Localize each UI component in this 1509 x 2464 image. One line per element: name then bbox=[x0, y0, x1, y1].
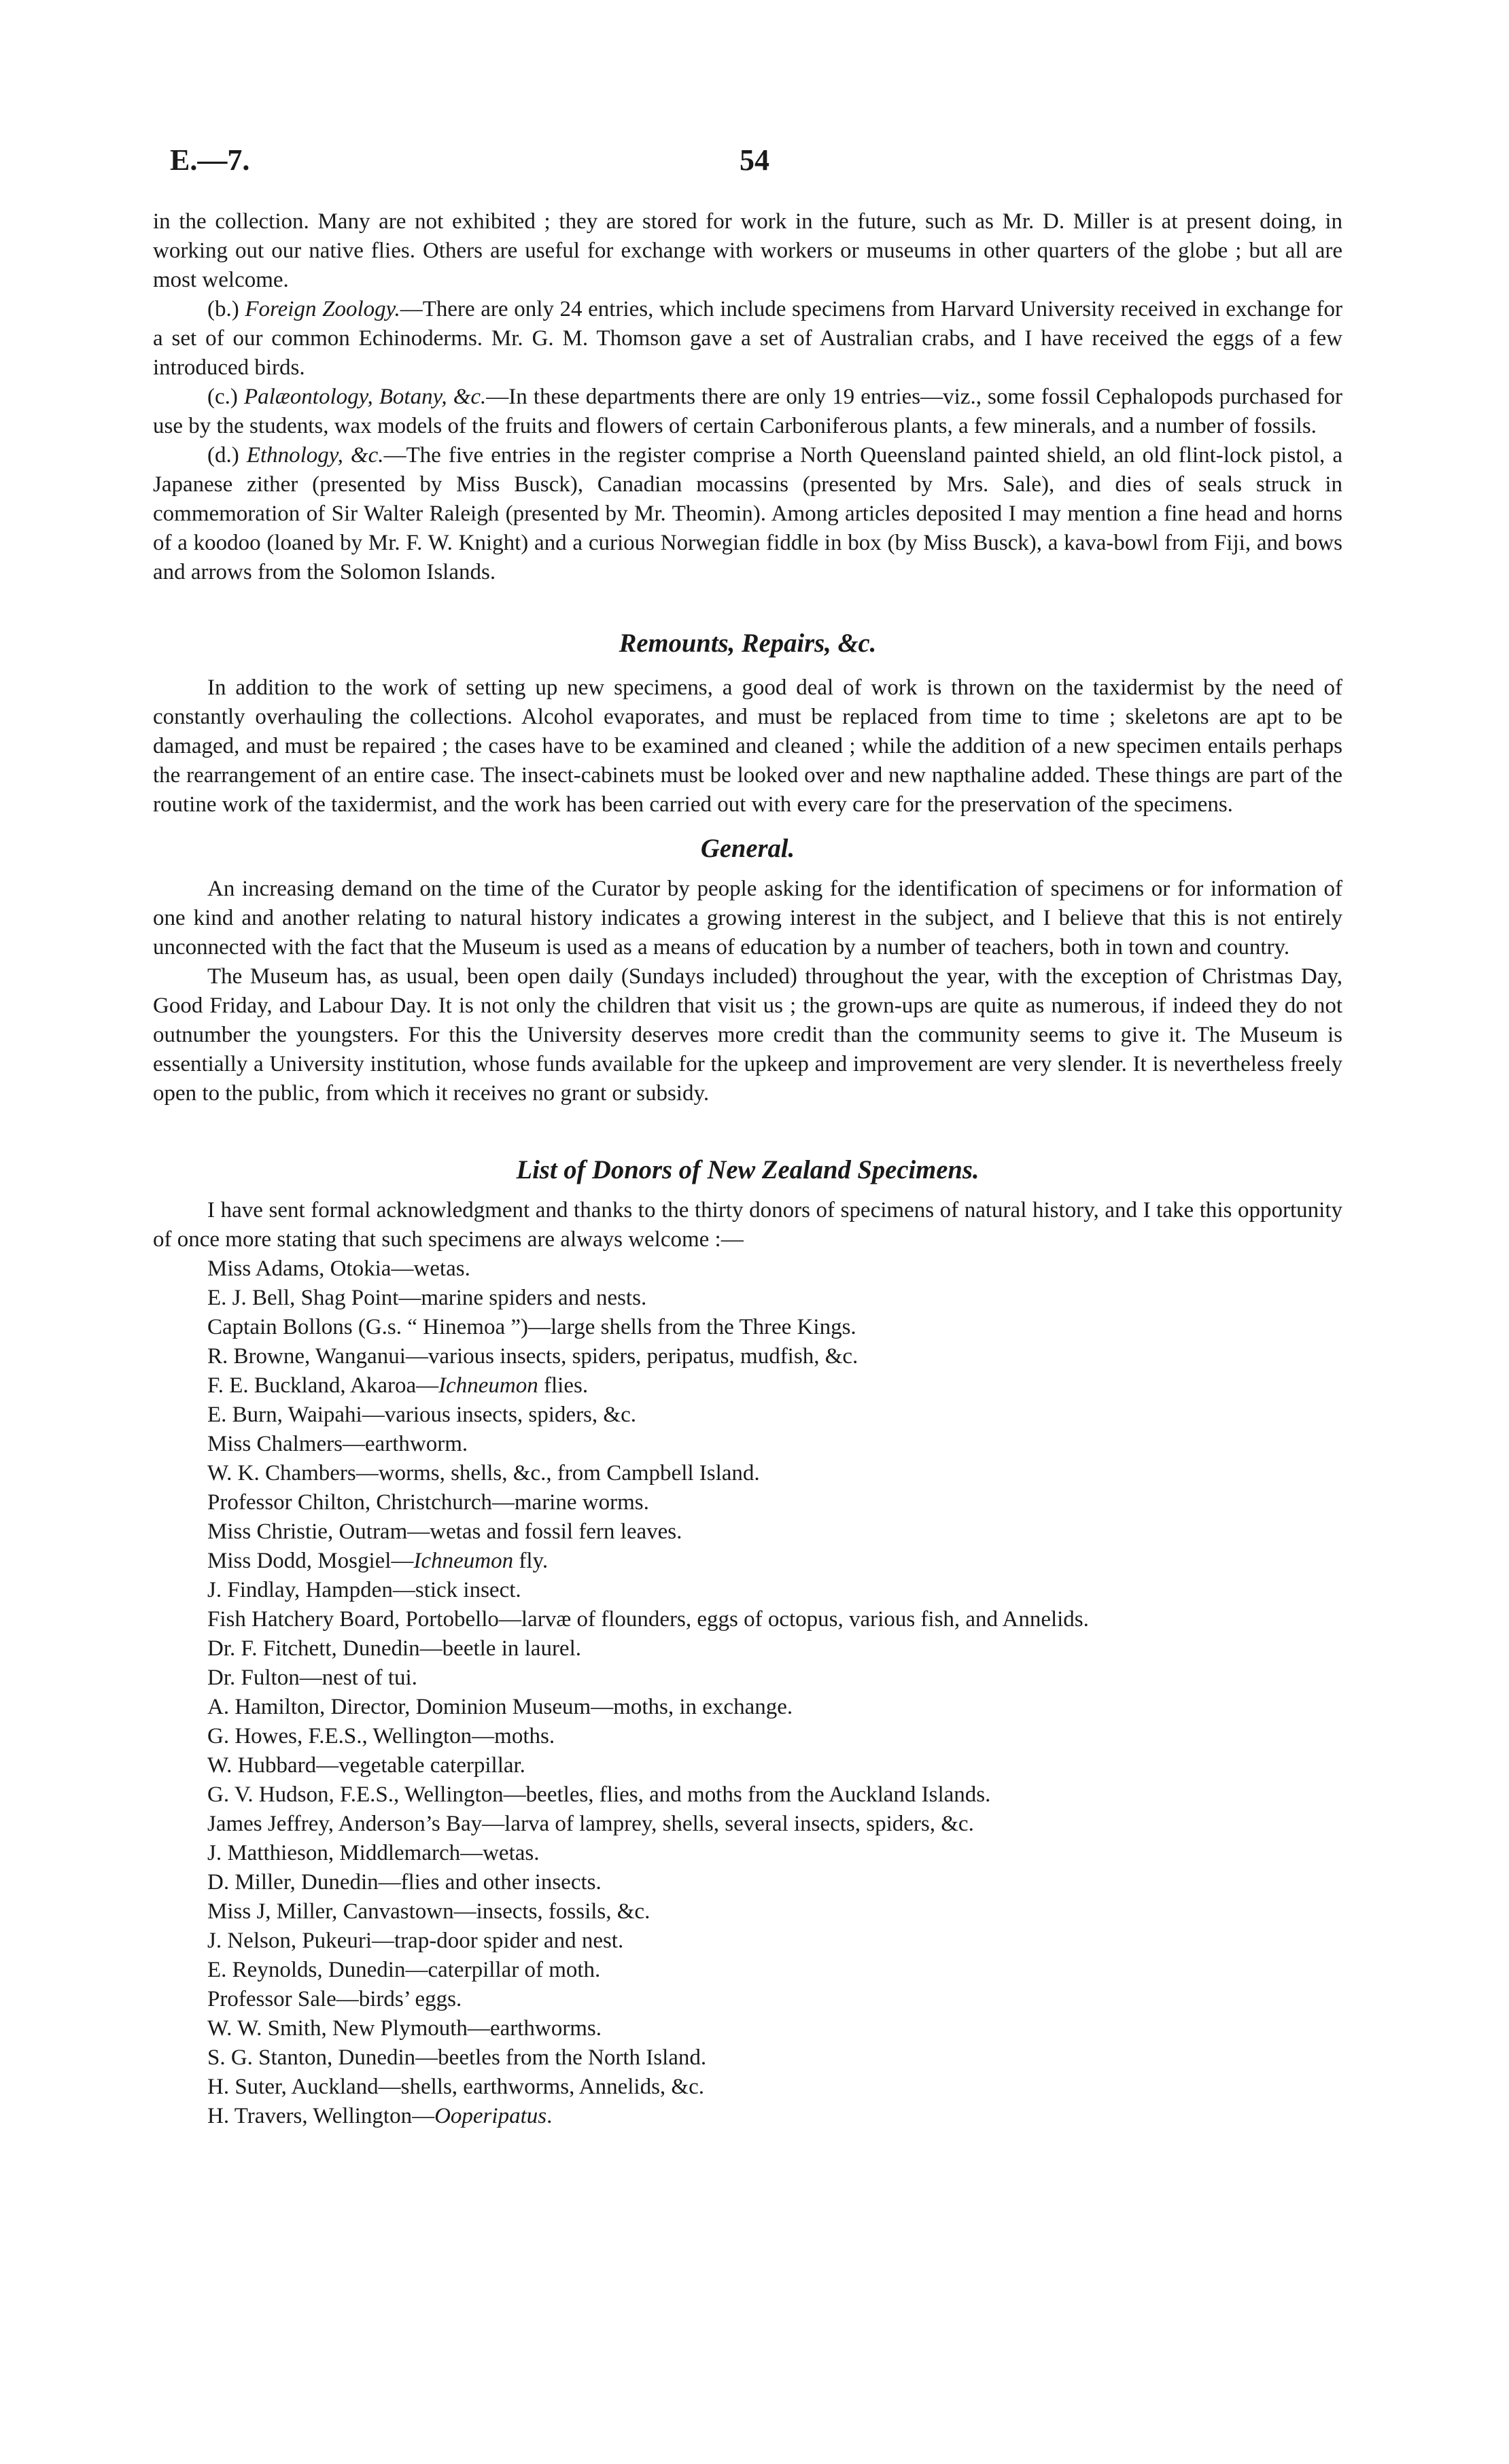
list-item: W. K. Chambers—worms, shells, &c., from Campbell Island. bbox=[207, 1461, 760, 1485]
list-item: Miss J, Miller, Canvastown—insects, fossils, &c. bbox=[207, 1899, 651, 1924]
donor-name: F. E. Buckland, Akaroa— bbox=[207, 1373, 439, 1398]
paragraph-general-2: The Museum has, as usual, been open daily (Sundays included) throughout the year, with the exception of Christmas Day, Good Friday, and Labour Day. It is not only the children that visit us ; the grown-ups are quite as numerous, if indeed they do not outnumber the youngsters. For this the University deserves more credit than the community seems to give it. The Museum is essentially a University institution, whose funds available for the upkeep and improvement are very slender. It is nevertheless freely open to the public, from which it receives no grant or subsidy. bbox=[153, 964, 1342, 1106]
list-item: Miss Adams, Otokia—wetas. bbox=[207, 1256, 470, 1281]
list-item bbox=[207, 1547, 1342, 1576]
list-item bbox=[207, 1371, 1342, 1401]
list-item: Miss Christie, Outram—wetas and fossil fern leaves. bbox=[207, 1519, 682, 1544]
paragraph-ethnology bbox=[153, 441, 1342, 587]
section-label: (c.) bbox=[207, 385, 244, 409]
list-item: J. Matthieson, Middlemarch—wetas. bbox=[207, 1841, 540, 1865]
donor-note: fly. bbox=[513, 1549, 549, 1573]
list-item: E. Burn, Waipahi—various insects, spiders, &c. bbox=[207, 1403, 636, 1427]
species-name: Ooperipatus bbox=[434, 2104, 547, 2128]
list-item: J. Findlay, Hampden—stick insect. bbox=[207, 1578, 521, 1602]
list-item: E. Reynolds, Dunedin—caterpillar of moth. bbox=[207, 1958, 601, 1982]
donor-name: Miss Dodd, Mosgiel— bbox=[207, 1549, 414, 1573]
list-item: H. Suter, Auckland—shells, earthworms, Annelids, &c. bbox=[207, 2075, 704, 2099]
section-label: (b.) bbox=[207, 297, 245, 321]
list-item: J. Nelson, Pukeuri—trap-door spider and nest. bbox=[207, 1929, 624, 1953]
list-item: D. Miller, Dunedin—flies and other insects. bbox=[207, 1870, 602, 1895]
list-item: James Jeffrey, Anderson’s Bay—larva of lamprey, shells, several insects, spiders, &c. bbox=[207, 1812, 974, 1836]
list-item: W. W. Smith, New Plymouth—earthworms. bbox=[207, 2016, 602, 2041]
list-item: W. Hubbard—vegetable caterpillar. bbox=[207, 1753, 525, 1778]
section-text: —In these departments there are only 19 entries—viz., some fossil Cephalopods purchased for use by the students, wax models of the fruits and flowers of certain Carboniferous plants, a few minerals, and a number of fossils. bbox=[153, 385, 1342, 438]
list-item: G. V. Hudson, F.E.S., Wellington—beetles, flies, and moths from the Auckland Islands. bbox=[207, 1782, 991, 1807]
section-title: Foreign Zoology. bbox=[245, 297, 400, 321]
list-item: G. Howes, F.E.S., Wellington—moths. bbox=[207, 1724, 555, 1748]
list-item bbox=[207, 2102, 1342, 2131]
paragraph-remounts: In addition to the work of setting up new specimens, a good deal of work is thrown on the taxidermist by the need of constantly overhauling the collections. Alcohol evaporates, and must be replaced from time to time ; skeletons are apt to be damaged, and must be repaired ; the cases have to be examined and cleaned ; while the addition of a new specimen entails perhaps the rearrangement of an entire case. The insect-cabinets must be looked over and new napthaline added. These things are part of the routine work of the taxidermist, and the work has been carried out with every care for the preservation of the specimens. bbox=[153, 675, 1342, 817]
donor-name: H. Travers, Wellington— bbox=[207, 2104, 435, 2128]
page-number: 54 bbox=[740, 143, 769, 177]
list-item: R. Browne, Wanganui—various insects, spiders, peripatus, mudfish, &c. bbox=[207, 1344, 858, 1369]
list-item: Captain Bollons (G.s. “ Hinemoa ”)—large shells from the Three Kings. bbox=[207, 1315, 856, 1339]
list-item: Fish Hatchery Board, Portobello—larvæ of flounders, eggs of octopus, various fish, and Annelids. bbox=[207, 1607, 1089, 1632]
donor-note: . bbox=[547, 2104, 553, 2128]
list-item: S. G. Stanton, Dunedin—beetles from the North Island. bbox=[207, 2045, 707, 2070]
paragraph-donors-intro: I have sent formal acknowledgment and thanks to the thirty donors of specimens of natural history, and I take this opportunity of once more stating that such specimens are always welcome :— bbox=[153, 1198, 1342, 1252]
page-body bbox=[153, 207, 1342, 2131]
list-item: Professor Chilton, Christchurch—marine worms. bbox=[207, 1490, 649, 1515]
list-item: E. J. Bell, Shag Point—marine spiders and nests. bbox=[207, 1286, 647, 1310]
species-name: Ichneumon bbox=[413, 1549, 514, 1573]
donor-note: flies. bbox=[538, 1373, 589, 1398]
list-item: Miss Chalmers—earthworm. bbox=[207, 1432, 468, 1456]
list-item: Dr. Fulton—nest of tui. bbox=[207, 1666, 417, 1690]
paragraph-intro: in the collection. Many are not exhibited ; they are stored for work in the future, such as Mr. D. Miller is at present doing, in working out our native flies. Others are useful for exchange with workers or museums in other quarters of the globe ; but all are most welcome. bbox=[153, 209, 1342, 292]
paragraph-foreign-zoology bbox=[153, 295, 1342, 383]
heading-remounts: Remounts, Repairs, &c. bbox=[619, 629, 877, 658]
paragraph-general-1: An increasing demand on the time of the Curator by people asking for the identification of specimens or for information of one kind and another relating to natural history indicates a growing interest in the subject, and I believe that this is not entirely unconnected with the fact that the Museum is used as a means of education by a number of teachers, both in town and country. bbox=[153, 877, 1342, 960]
list-item: Professor Sale—birds’ eggs. bbox=[207, 1987, 462, 2011]
list-item: A. Hamilton, Director, Dominion Museum—moths, in exchange. bbox=[207, 1695, 793, 1719]
section-text: —There are only 24 entries, which include specimens from Harvard University received in exchange for a set of our common Echinoderms. Mr. G. M. Thomson gave a set of Australian crabs, and I have received the eggs of a few introduced birds. bbox=[153, 297, 1342, 380]
section-title: Palæontology, Botany, &c. bbox=[243, 385, 487, 409]
section-label: (d.) bbox=[207, 443, 247, 468]
paragraph-palaeontology bbox=[153, 383, 1342, 441]
document-reference: E.—7. bbox=[170, 143, 250, 177]
list-item: Dr. F. Fitchett, Dunedin—beetle in laurel. bbox=[207, 1636, 581, 1661]
heading-general: General. bbox=[700, 834, 795, 863]
section-text: —The five entries in the register comprise a North Queensland painted shield, an old flint-lock pistol, a Japanese zither (presented by Miss Busck), Canadian mocassins (presented by Mrs. Sale), and dies of seals struck in commemoration of Sir Walter Raleigh (presented by Mr. Theomin). Among articles deposited I may mention a fine head and horns of a koodoo (loaned by Mr. F. W. Knight) and a curious Norwegian fiddle in box (by Miss Busck), a kava-bowl from Fiji, and bows and arrows from the Solomon Islands. bbox=[153, 443, 1342, 584]
donor-list bbox=[153, 1254, 1342, 2131]
heading-donors: List of Donors of New Zealand Specimens. bbox=[516, 1156, 979, 1184]
page-header bbox=[170, 143, 1339, 183]
section-title: Ethnology, &c. bbox=[246, 443, 384, 468]
species-name: Ichneumon bbox=[438, 1373, 538, 1398]
